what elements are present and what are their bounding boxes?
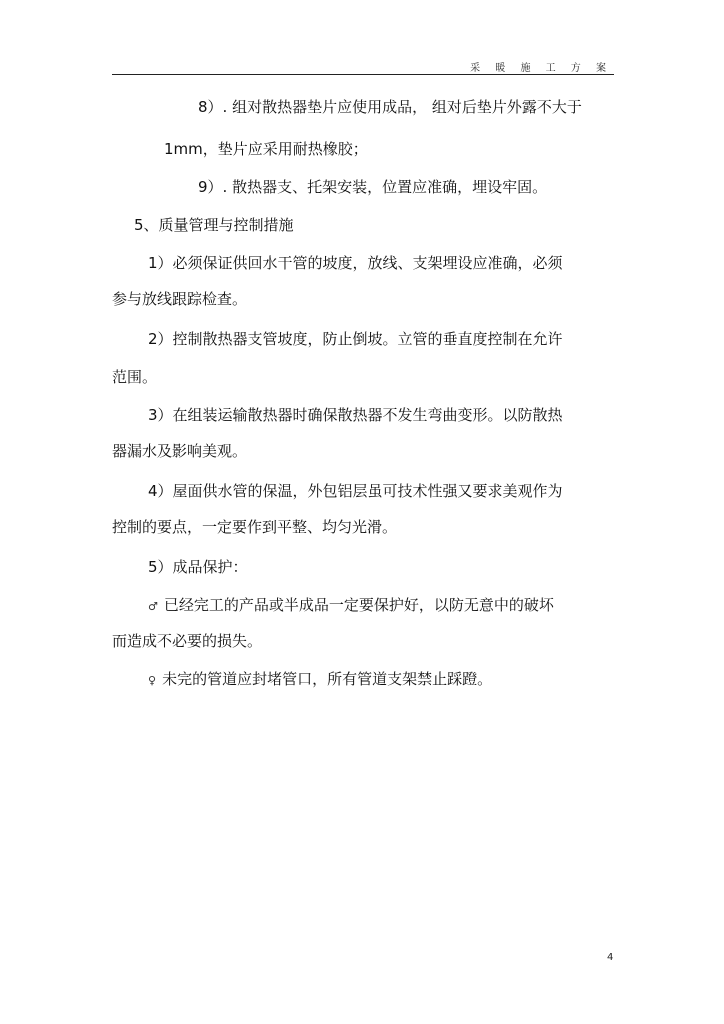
quality-item-2-line-2: 范围。 [112, 368, 158, 386]
protection-item-2 [148, 670, 492, 690]
item-8-line-1: 8）. 组对散热器垫片应使用成品， 组对后垫片外露不大于 [198, 98, 582, 116]
header-divider [112, 74, 614, 75]
page-number: 4 [607, 952, 614, 963]
item-8-line-2: 1mm，垫片应采用耐热橡胶； [164, 140, 368, 158]
protection-item-1-line-2: 而造成不必要的损失。 [112, 632, 263, 650]
quality-item-1-line-2: 参与放线跟踪检查。 [112, 290, 248, 308]
protection-item-1-text: 已经完工的产品或半成品一定要保护好，以防无意中的破坏 [163, 596, 554, 614]
protection-marker-2: ♀ [148, 674, 157, 687]
item-9: 9）. 散热器支、托架安装，位置应准确，埋设牢固。 [198, 178, 548, 196]
quality-item-5: 5）成品保护： [148, 558, 248, 576]
quality-item-1-line-1: 1）必须保证供回水干管的坡度，放线、支架埋设应准确，必须 [148, 254, 563, 272]
quality-item-4-line-1: 4）屋面供水管的保温，外包铝层虽可技术性强又要求美观作为 [148, 482, 563, 500]
protection-item-1-line-1 [148, 596, 554, 616]
header-title: 采 暖 施 工 方 案 [470, 63, 612, 74]
protection-marker-1: ♂ [148, 600, 158, 613]
quality-item-2-line-1: 2）控制散热器支管坡度，防止倒坡。立管的垂直度控制在允许 [148, 330, 563, 348]
section-heading: 5、质量管理与控制措施 [134, 216, 294, 234]
quality-item-3-line-2: 器漏水及影响美观。 [112, 442, 248, 460]
quality-item-4-line-2: 控制的要点，一定要作到平整、均匀光滑。 [112, 518, 398, 536]
quality-item-3-line-1: 3）在组装运输散热器时确保散热器不发生弯曲变形。以防散热 [148, 406, 563, 424]
protection-item-2-text: 未完的管道应封堵管口，所有管道支架禁止踩蹬。 [162, 670, 493, 688]
